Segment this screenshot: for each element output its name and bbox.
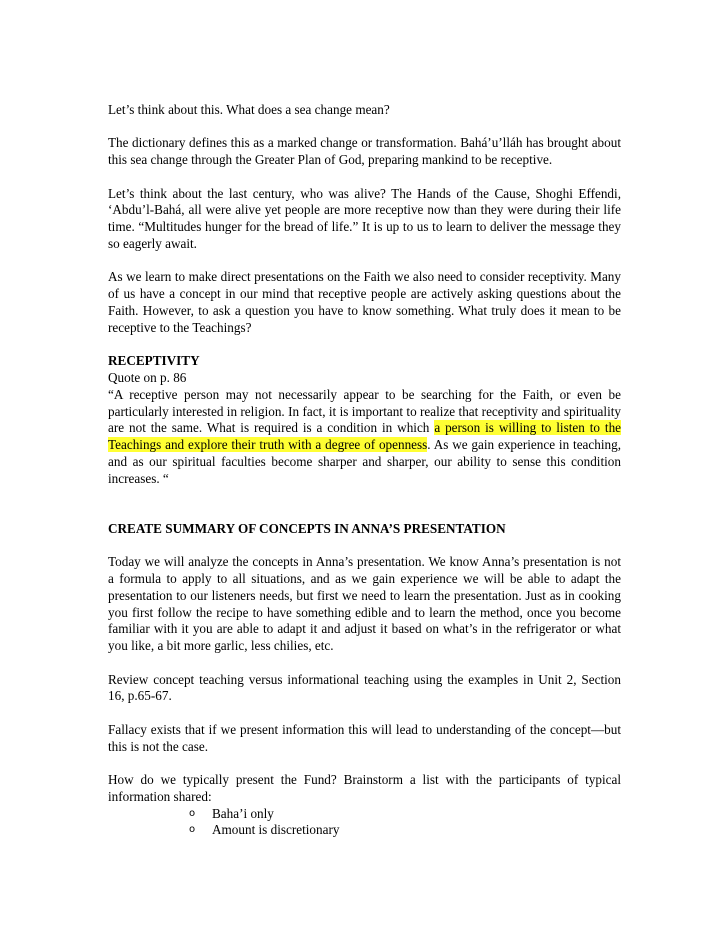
bullet-icon: o bbox=[189, 807, 196, 819]
summary-heading: CREATE SUMMARY OF CONCEPTS IN ANNA’S PRESENTATION bbox=[108, 520, 506, 536]
receptivity-section bbox=[108, 353, 621, 487]
section-spacer bbox=[108, 504, 621, 521]
bullet-icon: o bbox=[189, 824, 196, 836]
quote-text-after: . As we gain experience in teaching, and as our spiritual faculties become sharper and sharper, our ability to sense this condition increases. “ bbox=[108, 437, 621, 486]
paragraph-last-century: Let’s think about the last century, who was alive? The Hands of the Cause, Shoghi Effendi, ‘Abdu’l-Bahá, all were alive yet people are more receptive now than they were during their life time. “Multitudes hunger for the bread of life.” It is up to us to learn to deliver the message they so eagerly await. bbox=[108, 185, 621, 251]
paragraph-review-concept-teaching: Review concept teaching versus informational teaching using the examples in Unit 2, Section 16, p.65-67. bbox=[108, 671, 621, 704]
quote-source: Quote on p. 86 bbox=[108, 369, 187, 385]
list-item-text: Amount is discretionary bbox=[212, 822, 340, 838]
paragraph-fund-brainstorm: How do we typically present the Fund? Brainstorm a list with the participants of typical information shared: bbox=[108, 772, 621, 804]
list-item bbox=[189, 822, 621, 839]
paragraph-analyze-concepts: Today we will analyze the concepts in Anna’s presentation. We know Anna’s presentation is not a formula to apply to all situations, and as we gain experience we will be able to adapt the presentation to our listeners needs, but first we need to learn the presentation. Just as in cooking you first follow the recipe to have something edible and to learn the method, once you become familiar with it you are able to adapt it and adjust it based on what’s in the refrigerator or what you like, a bit more garlic, less chilies, etc. bbox=[108, 554, 621, 654]
paragraph-fallacy: Fallacy exists that if we present information this will lead to understanding of the concept—but this is not the case. bbox=[108, 721, 621, 754]
list-item bbox=[189, 806, 621, 823]
document-page bbox=[108, 102, 621, 839]
quote-highlighted-text: a person is willing to listen to the Teachings and explore their truth with a degree of openness bbox=[108, 420, 622, 453]
receptivity-quote bbox=[108, 387, 621, 488]
quote-text-before: “A receptive person may not necessarily appear to be searching for the Faith, or even be particularly interested in religion. In fact, it is important to realize that receptivity and spirituality are not the same. What is required is a condition in which bbox=[108, 386, 621, 436]
fund-info-list bbox=[108, 806, 621, 840]
paragraph-direct-presentations: As we learn to make direct presentations on the Faith we also need to consider receptivity. Many of us have a concept in our mind that receptive people are actively asking questions about the Faith. However, to ask a question you have to know something. What truly does it mean to be receptive to the Teachings? bbox=[108, 269, 621, 335]
receptivity-heading: RECEPTIVITY bbox=[108, 353, 200, 369]
list-item-text: Baha’i only bbox=[212, 805, 274, 821]
paragraph-sea-change-question: Let’s think about this. What does a sea change mean? bbox=[108, 102, 390, 117]
paragraph-dictionary-definition: The dictionary defines this as a marked change or transformation. Bahá’u’lláh has brought about this sea change through the Greater Plan of God, preparing mankind to be receptive. bbox=[108, 135, 621, 168]
